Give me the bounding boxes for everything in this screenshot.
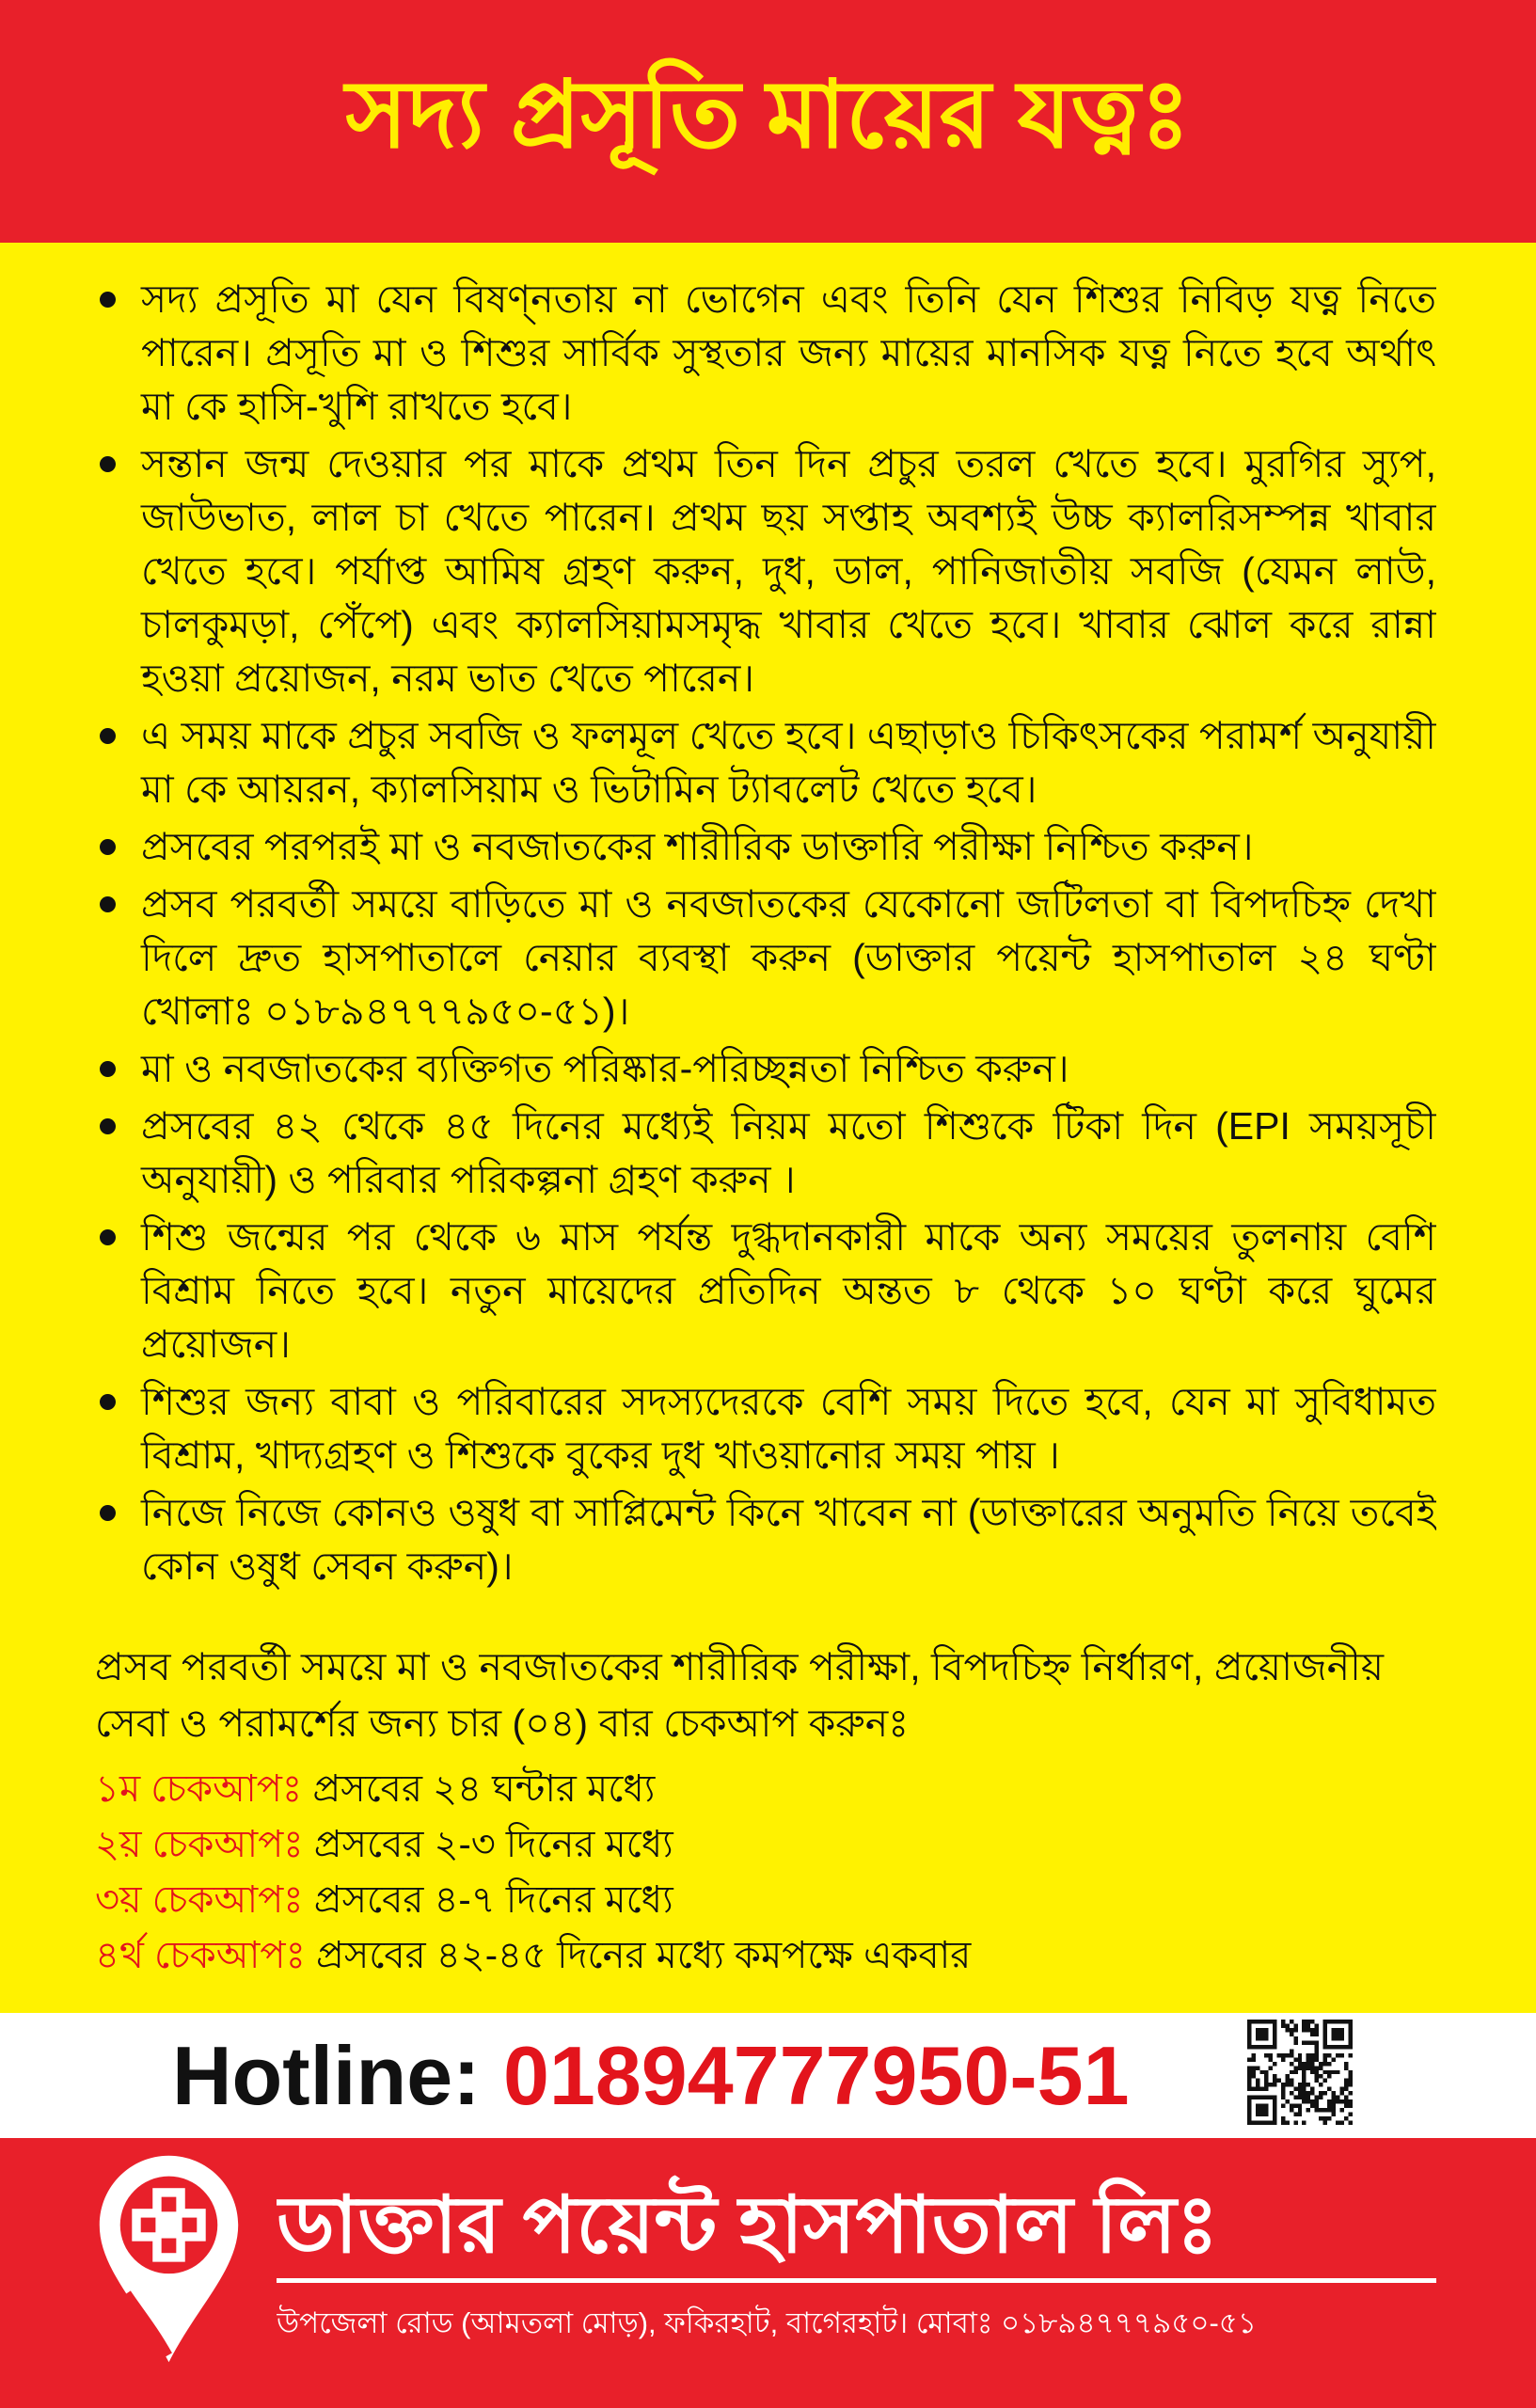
list-item-text: এ সময় মাকে প্রচুর সবজি ও ফলমূল খেতে হবে। এছাড়াও চিকিৎসকের পরামর্শ অনুযায়ী মা কে আয়রন, ক্যালসিয়াম ও ভিটামিন ট্যাবলেট খেতে হবে।	[141, 714, 1436, 811]
bullet-dot-icon	[100, 1505, 116, 1521]
hospital-pin-logo-icon	[95, 2151, 243, 2367]
list-item-text: শিশু জন্মের পর থেকে ৬ মাস পর্যন্ত দুগ্ধদানকারী মাকে অন্য সময়ের তুলনায় বেশি বিশ্রাম নিতে হবে। নতুন মায়েদের প্রতিদিন অন্তত ৮ থেকে ১০ ঘণ্টা করে ঘুমের প্রয়োজন।	[141, 1215, 1436, 1366]
list-item-text: প্রসব পরবর্তী সময়ে বাড়িতে মা ও নবজাতকের যেকোনো জটিলতা বা বিপদচিহ্ন দেখা দিলে দ্রুত হাসপাতালে নেয়ার ব্যবস্থা করুন (ডাক্তার পয়েন্ট হাসপাতাল ২৪ ঘণ্টা খোলাঃ ০১৮৯৪৭৭৭৯৫০-৫১)।	[141, 882, 1436, 1033]
list-item	[94, 1375, 1436, 1482]
checkup-text: প্রসবের ২-৩ দিনের মধ্যে	[303, 1824, 673, 1865]
bullet-dot-icon	[100, 839, 116, 855]
bullet-dot-icon	[100, 1229, 116, 1245]
checkup-item	[95, 1817, 1436, 1873]
hospital-name: ডাক্তার পয়েন্ট হাসপাতাল লিঃ	[277, 2180, 1219, 2269]
care-tips-list	[94, 273, 1436, 1608]
list-item-text: নিজে নিজে কোনও ওষুধ বা সাপ্লিমেন্ট কিনে খাবেন না (ডাক্তারের অনুমতি নিয়ে তবেই কোন ওষুধ সেবন করুন)।	[141, 1491, 1436, 1588]
bullet-dot-icon	[100, 292, 116, 308]
list-item	[94, 709, 1436, 816]
hotline-number[interactable]: 01894777950-51	[502, 2029, 1130, 2122]
list-item-text: প্রসবের ৪২ থেকে ৪৫ দিনের মধ্যেই নিয়ম মতো শিশুকে টিকা দিন (EPI সময়সূচী অনুযায়ী) ও পরিবার পরিকল্পনা গ্রহণ করুন ।	[141, 1104, 1436, 1201]
hotline	[172, 2026, 1130, 2125]
hotline-label: Hotline:	[172, 2029, 481, 2122]
checkup-label: ৩য় চেকআপঃ	[95, 1879, 304, 1921]
list-item	[94, 1486, 1436, 1593]
list-item-text: প্রসবের পরপরই মা ও নবজাতকের শারীরিক ডাক্তারি পরীক্ষা নিশ্চিত করুন।	[141, 825, 1254, 868]
list-item	[94, 437, 1436, 705]
bullet-dot-icon	[100, 728, 116, 744]
footer-banner	[0, 2138, 1536, 2408]
list-item	[94, 1042, 1436, 1096]
list-item	[94, 820, 1436, 874]
checkup-item	[95, 1762, 1436, 1817]
content-panel	[0, 243, 1536, 2013]
divider	[277, 2278, 1436, 2283]
checkup-item	[95, 1873, 1436, 1928]
checkup-label: ১ম চেকআপঃ	[95, 1768, 303, 1810]
list-item-text: মা ও নবজাতকের ব্যক্তিগত পরিষ্কার-পরিচ্ছন্নতা নিশ্চিত করুন।	[141, 1047, 1069, 1090]
list-item	[94, 1211, 1436, 1371]
checkup-label: ৪র্থ চেকআপঃ	[95, 1935, 306, 1976]
bullet-dot-icon	[100, 1118, 116, 1134]
list-item	[94, 878, 1436, 1038]
bullet-dot-icon	[100, 456, 116, 472]
checkup-text: প্রসবের ৪-৭ দিনের মধ্যে	[303, 1879, 673, 1921]
checkup-item	[95, 1928, 1436, 1984]
checkup-schedule	[95, 1762, 1436, 1997]
hotline-band	[0, 2013, 1536, 2138]
checkup-intro: প্রসব পরবর্তী সময়ে মা ও নবজাতকের শারীরিক পরীক্ষা, বিপদচিহ্ন নির্ধারণ, প্রয়োজনীয় সেবা ও পরামর্শের জন্য চার (০৪) বার চেকআপ করুনঃ	[95, 1645, 1384, 1745]
bullet-dot-icon	[100, 896, 116, 912]
hospital-address: উপজেলা রোড (আমতলা মোড়), ফকিরহাট, বাগেরহাট। মোবাঃ ০১৮৯৪৭৭৭৯৫০-৫১	[277, 2306, 1258, 2339]
bullet-dot-icon	[100, 1061, 116, 1077]
list-item-text: শিশুর জন্য বাবা ও পরিবারের সদস্যদেরকে বেশি সময় দিতে হবে, যেন মা সুবিধামত বিশ্রাম, খাদ্যগ্রহণ ও শিশুকে বুকের দুধ খাওয়ানোর সময় পায় ।	[141, 1380, 1436, 1477]
list-item-text: সদ্য প্রসূতি মা যেন বিষণ্নতায় না ভোগেন এবং তিনি যেন শিশুর নিবিড় যত্ন নিতে পারেন। প্রসূতি মা ও শিশুর সার্বিক সুস্থতার জন্য মায়ের মানসিক যত্ন নিতে হবে অর্থাৎ মা কে হাসি-খুশি রাখতে হবে।	[141, 277, 1436, 428]
checkup-label: ২য় চেকআপঃ	[95, 1824, 304, 1865]
checkup-text: প্রসবের ২৪ ঘন্টার মধ্যে	[302, 1768, 656, 1810]
page-title: সদ্য প্রসূতি মায়ের যত্নঃ	[345, 62, 1191, 167]
checkup-text: প্রসবের ৪২-৪৫ দিনের মধ্যে কমপক্ষে একবার	[305, 1935, 972, 1976]
qr-code-icon[interactable]	[1247, 2020, 1353, 2125]
list-item	[94, 273, 1436, 434]
list-item-text: সন্তান জন্ম দেওয়ার পর মাকে প্রথম তিন দিন প্রচুর তরল খেতে হবে। মুরগির স্যুপ, জাউভাত, লাল চা খেতে পারেন। প্রথম ছয় সপ্তাহ অবশ্যই উচ্চ ক্যালরিসম্পন্ন খাবার খেতে হবে। পর্যাপ্ত আমিষ গ্রহণ করুন, দুধ, ডাল, পানিজাতীয় সবজি (যেমন লাউ, চালকুমড়া, পেঁপে) এবং ক্যালসিয়ামসমৃদ্ধ খাবার খেতে হবে। খাবার ঝোল করে রান্না হওয়া প্রয়োজন, নরম ভাত খেতে পারেন।	[141, 442, 1436, 700]
header-banner	[0, 0, 1536, 243]
list-item	[94, 1100, 1436, 1207]
bullet-dot-icon	[100, 1394, 116, 1410]
